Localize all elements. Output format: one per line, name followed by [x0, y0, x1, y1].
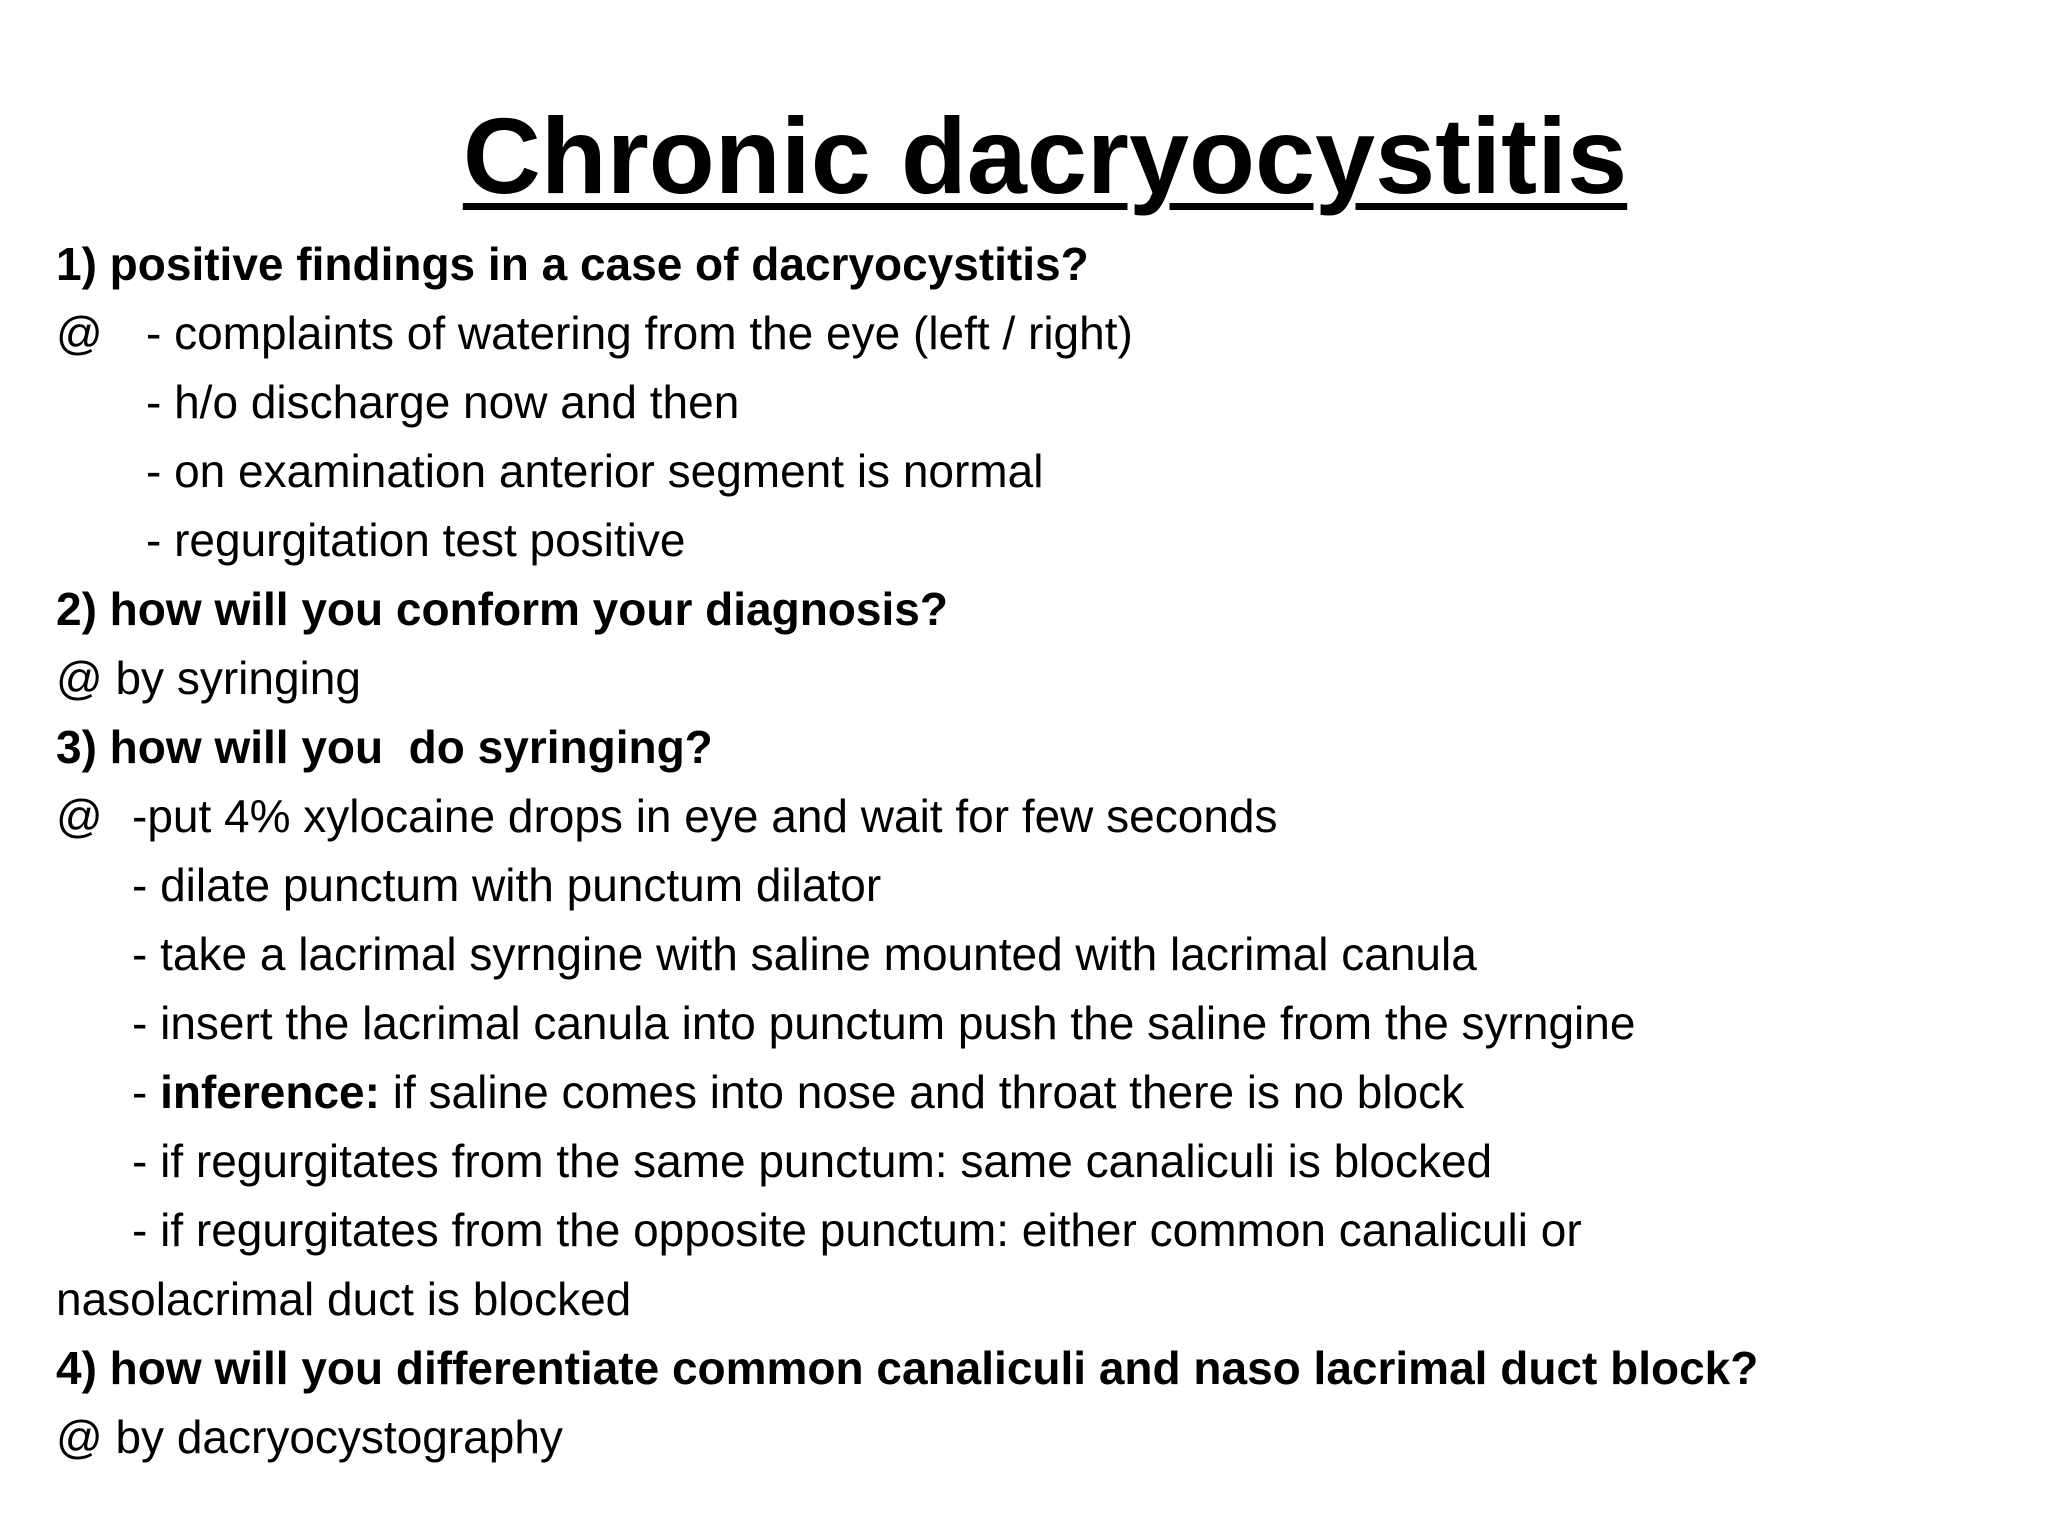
answer-3-line-2: - dilate punctum with punctum dilator — [132, 859, 882, 911]
answer-4: @ by dacryocystography — [56, 1411, 563, 1463]
answer-1-line-4: - regurgitation test positive — [146, 514, 686, 566]
question-1: 1) positive findings in a case of dacryocystitis? — [56, 238, 1089, 290]
answer-1-line-3: - on examination anterior segment is normal — [146, 445, 1044, 497]
answer-3-inference: - inference: if saline comes into nose and throat there is no block — [132, 1066, 1465, 1118]
answer-3-line-8: nasolacrimal duct is blocked — [56, 1273, 632, 1325]
answer-marker: @ — [56, 307, 103, 359]
answer-3-line-3: - take a lacrimal syrngine with saline mounted with lacrimal canula — [132, 928, 1477, 980]
answer-3-line-6: - if regurgitates from the same punctum: same canaliculi is blocked — [132, 1135, 1493, 1187]
inference-label: inference: — [160, 1066, 380, 1118]
answer-2: @ by syringing — [56, 652, 361, 704]
question-2: 2) how will you conform your diagnosis? — [56, 583, 948, 635]
answer-1-line-2: - h/o discharge now and then — [146, 376, 740, 428]
answer-marker: @ — [56, 790, 103, 842]
slide-body — [56, 230, 2016, 1472]
answer-1-line-1: @ - complaints of watering from the eye (left / right) — [56, 299, 2016, 368]
slide-title: Chronic dacryocystitis — [462, 95, 1628, 216]
answer-3-line-4: - insert the lacrimal canula into punctum push the saline from the syrngine — [132, 997, 1636, 1049]
question-3: 3) how will you do syringing? — [56, 721, 713, 773]
answer-3-line-1: @ -put 4% xylocaine drops in eye and wait for few seconds — [56, 782, 2016, 851]
question-4: 4) how will you differentiate common canaliculi and naso lacrimal duct block? — [56, 1342, 1759, 1394]
answer-3-line-7: - if regurgitates from the opposite punctum: either common canaliculi or — [132, 1204, 1582, 1256]
